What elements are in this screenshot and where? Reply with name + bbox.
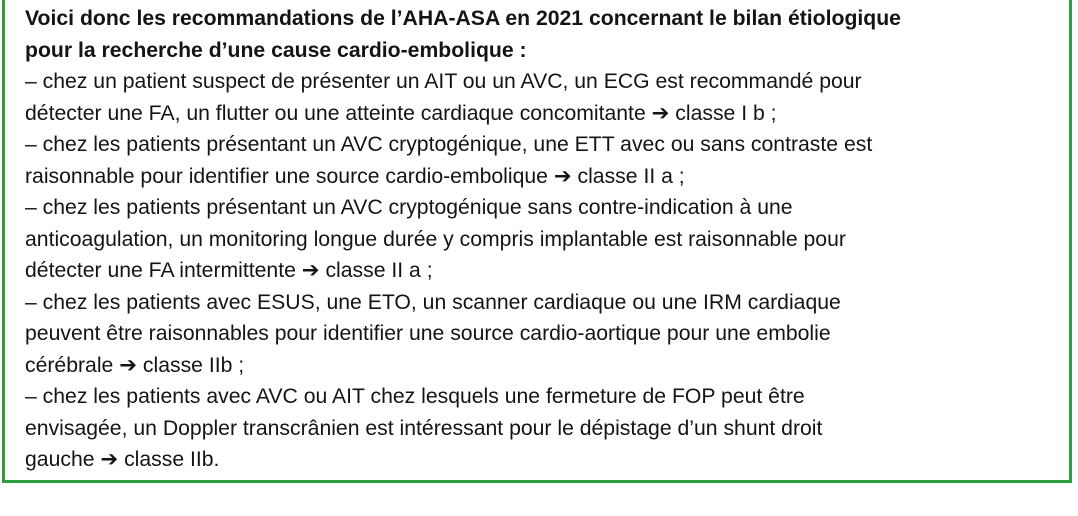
item-4-line-3 (25, 350, 1069, 382)
item-3-text: détecter une FA intermittente (25, 259, 296, 282)
recommendations-text (25, 3, 1069, 476)
title-line-1: Voici donc les recommandations de l’AHA-ASA en 2021 concernant le bilan étiologique (25, 7, 901, 30)
item-5-line-1: – chez les patients avec AVC ou AIT chez lesquels une fermeture de FOP peut être (25, 385, 805, 408)
recommendations-box (2, 0, 1072, 483)
item-4-text: cérébrale (25, 353, 114, 377)
item-5-line-2: envisagée, un Doppler transcrânien est intéressant pour le dépistage d’un shunt droit (25, 416, 823, 440)
item-4-line-2: peuvent être raisonnables pour identifier une source cardio-aortique pour une embolie (25, 322, 831, 345)
item-1-line-1: – chez un patient suspect de présenter un AIT ou un AVC, un ECG est recommandé pour (25, 70, 862, 93)
item-1-class: classe I b ; (675, 101, 777, 125)
item-1-line-2 (25, 98, 1069, 130)
item-3-line-1: – chez les patients présentant un AVC cryptogénique sans contre-indication à une (25, 196, 793, 219)
title-line-2: pour la recherche d’une cause cardio-embolique : (25, 38, 527, 62)
item-2-line-2 (25, 161, 1069, 193)
item-4-line-1: – chez les patients avec ESUS, une ETO, un scanner cardiaque ou une IRM cardiaque (25, 290, 841, 314)
item-3-line-3 (25, 255, 1069, 287)
item-4-class: classe IIb ; (142, 353, 245, 377)
item-2-text: raisonnable pour identifier une source cardio-embolique (25, 164, 548, 188)
item-5-class: classe IIb. (124, 448, 220, 471)
arrow-icon: ➔ (119, 353, 137, 377)
item-2-line-1: – chez les patients présentant un AVC cryptogénique, une ETT avec ou sans contraste est (25, 133, 873, 156)
item-3-line-2: anticoagulation, un monitoring longue durée y compris implantable est raisonnable pour (25, 227, 846, 251)
arrow-icon: ➔ (651, 101, 670, 125)
item-5-line-3 (25, 444, 1069, 476)
arrow-icon: ➔ (301, 259, 320, 282)
arrow-icon: ➔ (553, 164, 572, 188)
item-1-text: détecter une FA, un flutter ou une atteinte cardiaque concomitante (25, 101, 646, 125)
item-5-text: gauche (25, 448, 95, 471)
item-2-class: classe II a ; (577, 164, 685, 188)
item-3-class: classe II a ; (325, 259, 433, 282)
arrow-icon: ➔ (100, 448, 119, 471)
